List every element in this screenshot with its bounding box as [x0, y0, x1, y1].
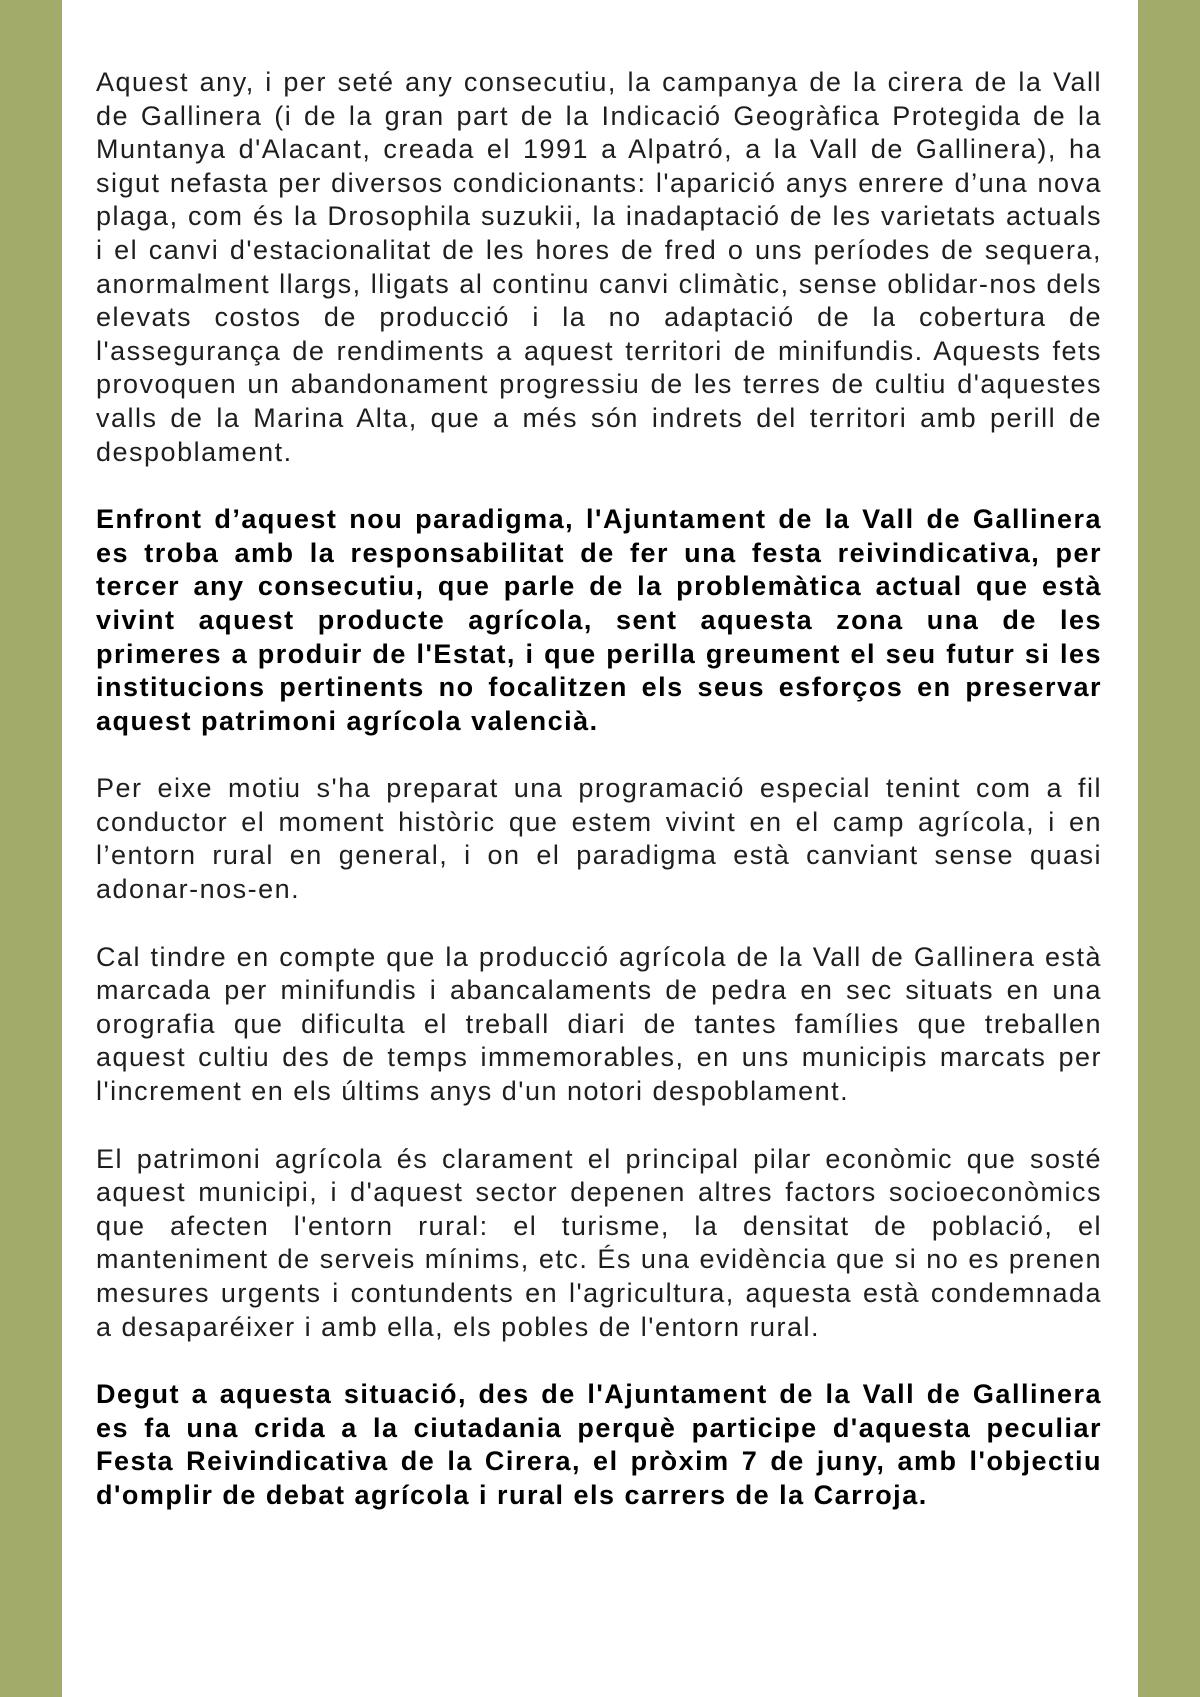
- document-page: [62, 0, 1138, 1697]
- paragraph-special-program: Per eixe motiu s'ha preparat una programació especial tenint com a fil conductor el moment històric que estem vivint en el camp agrícola, i en l’entorn rural en general, i on el paradigma està canviant sense quasi adonar-nos-en.: [96, 773, 1102, 905]
- paragraph-agricultural-production: Cal tindre en compte que la producció agrícola de la Vall de Gallinera està marcada per minifundis i abancalaments de pedra en sec situats en una orografia que dificulta el treball diari de tantes famílies que treballen aquest cultiu des de temps immemorables, en uns municipis marcats per l'increment en els últims anys d'un notori despoblament.: [96, 941, 1102, 1107]
- paragraph-economic-pillar: El patrimoni agrícola és clarament el principal pilar econòmic que sosté aquest municipi, i d'aquest sector depenen altres factors socioeconòmics que afecten l'entorn rural: el turisme, la densitat de població, el manteniment de serveis mínims, etc. És una evidència que si no es prenen mesures urgents i contundents en l'agricultura, aquesta està condemnada a desaparéixer i amb ella, els pobles de l'entorn rural.: [96, 1143, 1102, 1342]
- paragraph-call-to-action: Degut a aquesta situació, des de l'Ajuntament de la Vall de Gallinera es fa una crida a la ciutadania perquè participe d'aquesta peculiar Festa Reivindicativa de la Cirera, el pròxim 7 de juny, amb l'objectiu d'omplir de debat agrícola i rural els carrers de la Carroja.: [96, 1379, 1102, 1510]
- paragraph-council-response: Enfront d’aquest nou paradigma, l'Ajuntament de la Vall de Gallinera es troba amb la responsabilitat de fer una festa reivindicativa, per tercer any consecutiu, que parle de la problemàtica actual que està vivint aquest producte agrícola, sent aquesta zona una de les primeres a produir de l'Estat, i que perilla greument el seu futur si les institucions pertinents no focalitzen els seus esforços en preservar aquest patrimoni agrícola valencià.: [96, 504, 1102, 736]
- paragraph-campaign-intro: Aquest any, i per seté any consecutiu, la campanya de la cirera de la Vall de Gallinera (i de la gran part de la Indicació Geogràfica Protegida de la Muntanya d'Alacant, creada el 1991 a Alpatró, a la Vall de Gallinera), ha sigut nefasta per diversos condicionants: l'aparició anys enrere d’una nova plaga, com és la Drosophila suzukii, la inadaptació de les varietats actuals i el canvi d'estacionalitat de les hores de fred o uns períodes de sequera, anormalment llargs, lligats al continu canvi climàtic, sense oblidar-nos dels elevats costos de producció i la no adaptació de la cobertura de l'assegurança de rendiments a aquest territori de minifundis. Aquests fets provoquen un abandonament progressiu de les terres de cultiu d'aquestes valls de la Marina Alta, que a més són indrets del territori amb perill de despoblament.: [96, 67, 1102, 467]
